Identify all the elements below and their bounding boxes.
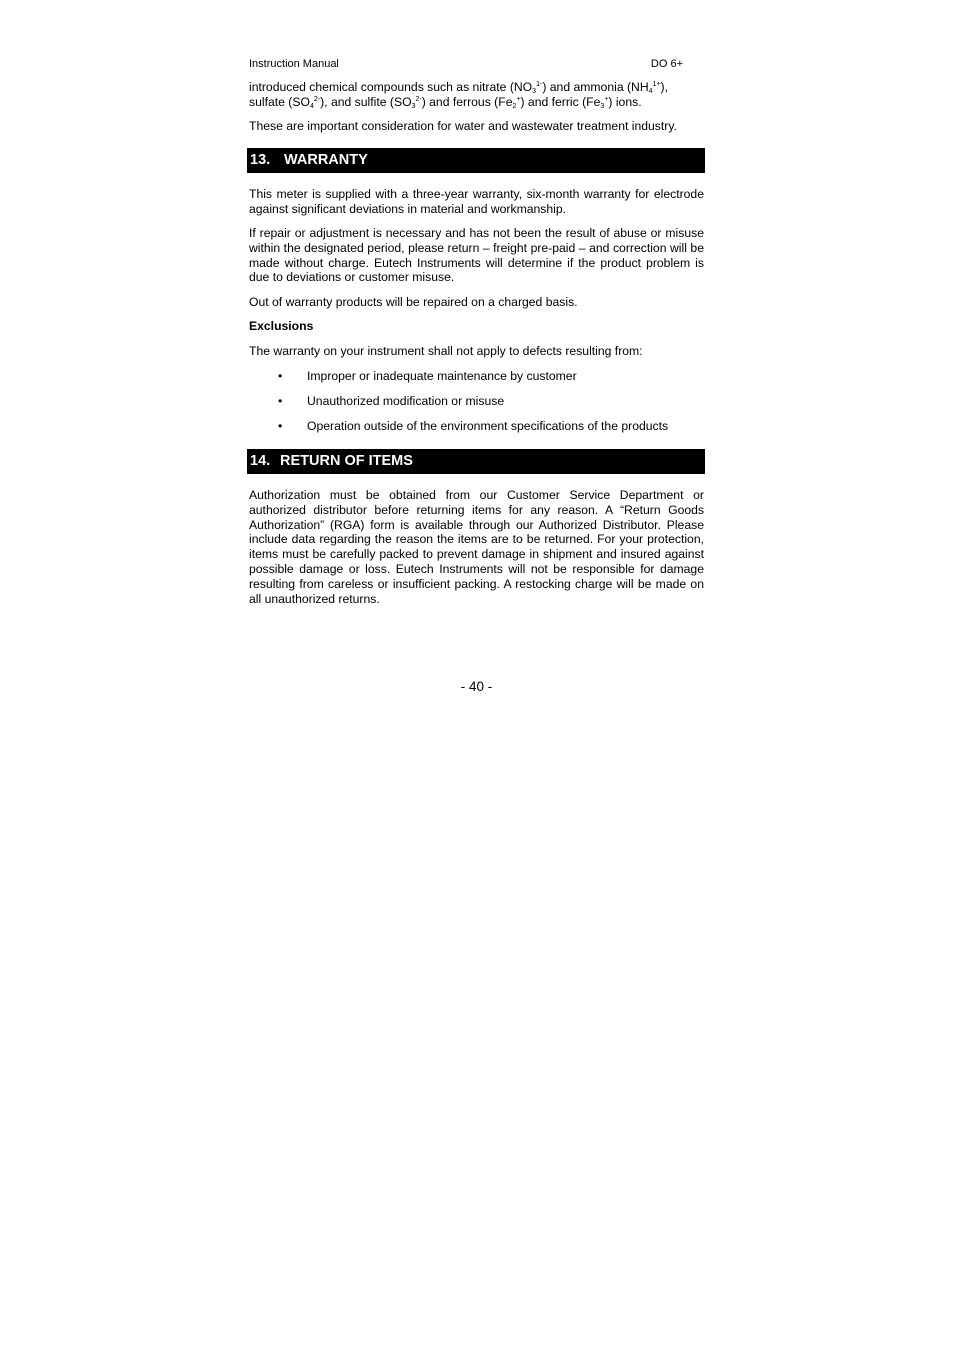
return-items-paragraph: Authorization must be obtained from our Customer Service Department or authorized distributor before returning items for any reason. A “Return Goods Authorization” (RGA) form is available through our Authorized Distributor. Please include data regarding the reason the items are to be returned. For your protection, items must be carefully packed to prevent damage in shipment and insured against possible damage or loss. Eutech Instruments will not be responsible for damage resulting from careless or insufficient packing. A restocking charge will be made on all unauthorized returns. — [249, 488, 704, 606]
warranty-paragraph-2: If repair or adjustment is necessary and has not been the result of abuse or misuse within the designated period, please return – freight pre-paid – and correction will be made without charge. Eutech Instruments will determine if the product problem is due to deviations or customer misuse. — [249, 226, 704, 285]
exclusions-heading: Exclusions — [249, 319, 314, 333]
intro-paragraph: introduced chemical compounds such as nitrate $(NO_3^{1-})$ and ammonia $(NH_4^{1+})$, sulfate $(SO_4^{2-})$, and sulfite $(SO_3^{2-})$ and ferrous $(Fe_2^+)$ and ferric $(Fe_3^+)$ ions. — [249, 80, 668, 110]
bullet-icon: • — [278, 394, 283, 408]
header-model-name: DO 6+ — [650, 58, 683, 70]
header-manual-title: Instruction Manual — [249, 58, 339, 70]
section-number: 14. — [250, 453, 271, 469]
warranty-paragraph-3: Out of warranty products will be repaired on a charged basis. — [249, 295, 578, 309]
section-heading-return-of-items — [247, 449, 705, 474]
list-item-text: Improper or inadequate maintenance by customer — [307, 369, 577, 383]
section-title: WARRANTY — [284, 152, 368, 168]
section-title: RETURN OF ITEMS — [280, 453, 413, 469]
warranty-paragraph-1: This meter is supplied with a three-year warranty, six-month warranty for electrode against significant deviations in material and workmanship. — [249, 187, 704, 216]
exclusions-intro: The warranty on your instrument shall not apply to defects resulting from: — [249, 344, 643, 358]
page-number: - 40 - — [460, 679, 493, 694]
intro-consideration-paragraph: These are important consideration for water and wastewater treatment industry. — [249, 119, 677, 133]
list-item-text: Unauthorized modification or misuse — [307, 394, 505, 408]
bullet-icon: • — [278, 419, 283, 433]
list-item-text: Operation outside of the environment specifications of the products — [307, 419, 669, 433]
section-number: 13. — [250, 152, 271, 168]
section-heading-warranty — [247, 148, 705, 173]
bullet-icon: • — [278, 369, 283, 383]
